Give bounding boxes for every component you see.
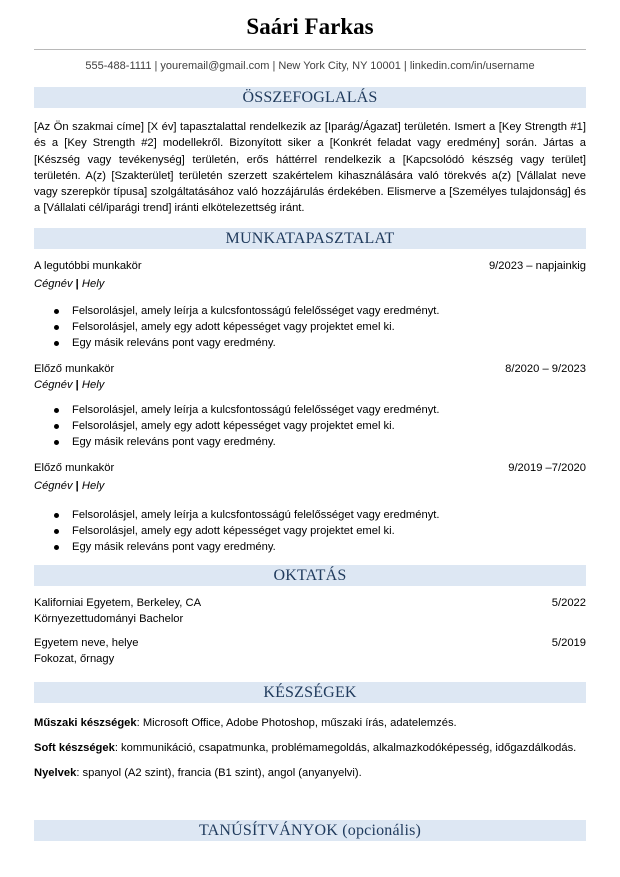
header-divider [34, 49, 586, 50]
candidate-name: Saári Farkas [246, 14, 374, 39]
degree: Környezettudományi Bachelor [34, 613, 184, 625]
education-heading: OKTATÁS [34, 565, 586, 586]
skills-heading: KÉSZSÉGEK [34, 682, 586, 703]
job-dates: 9/2019 –7/2020 [508, 462, 586, 474]
separator: | [75, 278, 79, 290]
job-location: Hely [81, 379, 105, 391]
job-title: Előző munkakör [34, 363, 115, 375]
graduation-date: 5/2019 [551, 637, 586, 649]
list-item: Felsorolásjel, amely egy adott képességet vagy projektet emel ki. [34, 319, 440, 335]
job-location: Hely [81, 480, 105, 492]
graduation-date: 5/2022 [551, 597, 586, 609]
skill-label: Soft készségek [34, 742, 115, 754]
list-item: Felsorolásjel, amely egy adott képességet vagy projektet emel ki. [34, 418, 440, 434]
skill-line [34, 767, 362, 779]
experience-heading: MUNKATAPASZTALAT [34, 228, 586, 249]
skill-value: : kommunikáció, csapatmunka, problémamegoldás, alkalmazkodóképesség, időgazdálkodás. [114, 742, 577, 754]
list-item: Felsorolásjel, amely leírja a kulcsfontosságú felelősséget vagy eredményt. [34, 402, 440, 418]
job-company-line [34, 278, 104, 290]
list-item: Egy másik releváns pont vagy eredmény. [34, 335, 440, 351]
school-name: Egyetem neve, helye [34, 637, 139, 649]
separator: | [75, 379, 79, 391]
summary-text: [Az Ön szakmai címe] [X év] tapasztalattal rendelkezik az [Iparág/Ágazat] területén. Ismert a [Key Strength #1] és a [Key Strength #2] modellekről. Bizonyított siker a [Konkrét feladat vagy eredmény] során. Jártas a [Készség vagy tevékenység] területén, erős háttérrel rendelkezik a [Kapcsolódó készség vagy terület] területén. A(z) [Szakterület] területén szerzett szakértelem kihasználására való törekvés a(z) [Vállalat neve vagy szerepkör típusa] szolgáltatásához való hozzájárulás érdekében. Elismerve a [Személyes tulajdonság] és a [Vállalati cél/iparági trend] iránti elkötelezettség iránt. [34, 121, 586, 215]
job-title: Előző munkakör [34, 462, 115, 474]
company-name: Cégnév [34, 278, 73, 290]
summary-heading: ÖSSZEFOGLALÁS [34, 87, 586, 108]
education-header [34, 637, 586, 653]
list-item: Egy másik releváns pont vagy eredmény. [34, 434, 440, 450]
company-name: Cégnév [34, 480, 73, 492]
certifications-heading: TANÚSÍTVÁNYOK (opcionális) [34, 820, 586, 841]
job-bullets [34, 507, 440, 555]
skill-value: : Microsoft Office, Adobe Photoshop, műszaki írás, adatelemzés. [136, 717, 457, 729]
skill-value: : spanyol (A2 szint), francia (B1 szint), angol (anyanyelvi). [76, 767, 362, 779]
job-header [34, 260, 586, 276]
job-company-line [34, 379, 104, 391]
job-header [34, 462, 586, 478]
list-item: Felsorolásjel, amely leírja a kulcsfontosságú felelősséget vagy eredményt. [34, 507, 440, 523]
education-header [34, 597, 586, 613]
degree: Fokozat, őrnagy [34, 653, 115, 665]
skill-label: Műszaki készségek [34, 717, 137, 729]
job-bullets [34, 402, 440, 450]
list-item: Felsorolásjel, amely egy adott képességet vagy projektet emel ki. [34, 523, 440, 539]
skill-line [34, 742, 576, 754]
contact-line: 555-488-1111 | youremail@gmail.com | New York City, NY 10001 | linkedin.com/in/username [85, 60, 535, 72]
job-dates: 8/2020 – 9/2023 [505, 363, 586, 375]
job-header [34, 363, 586, 379]
school-name: Kaliforniai Egyetem, Berkeley, CA [34, 597, 202, 609]
job-location: Hely [81, 278, 105, 290]
list-item: Egy másik releváns pont vagy eredmény. [34, 539, 440, 555]
skill-label: Nyelvek [34, 767, 77, 779]
job-title: A legutóbbi munkakör [34, 260, 142, 272]
job-bullets [34, 303, 440, 351]
list-item: Felsorolásjel, amely leírja a kulcsfontosságú felelősséget vagy eredményt. [34, 303, 440, 319]
job-dates: 9/2023 – napjainkig [488, 260, 586, 272]
separator: | [75, 480, 79, 492]
skill-line [34, 717, 457, 729]
company-name: Cégnév [34, 379, 73, 391]
job-company-line [34, 480, 104, 492]
